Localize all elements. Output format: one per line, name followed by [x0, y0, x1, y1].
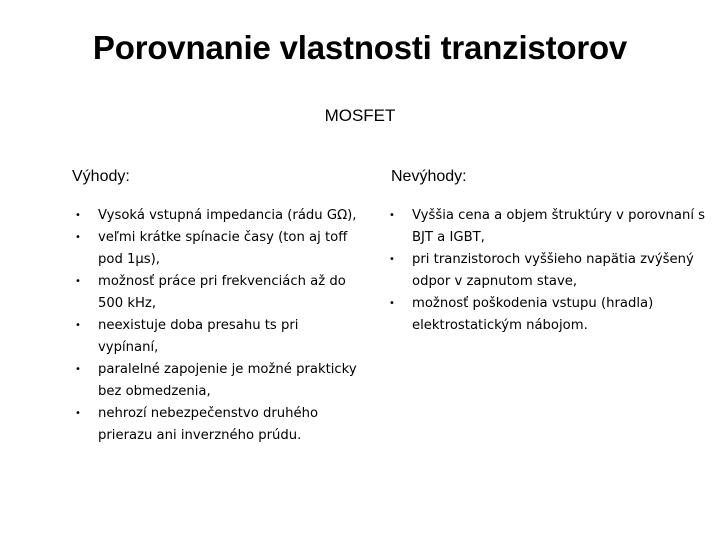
bullet-icon: •: [389, 298, 395, 309]
bullet-icon: •: [75, 210, 81, 221]
list-item: [72, 271, 362, 315]
list-item-text: Vysoká vstupná impedancia (rádu GΩ),: [98, 208, 357, 223]
list-item-text: veľmi krátke spínacie časy (ton aj toff pod 1μs),: [98, 230, 348, 267]
bullet-icon: •: [75, 364, 81, 375]
list-item: [386, 293, 706, 337]
list-item-text: nehrozí nebezpečenstvo druhého prierazu ani inverzného prúdu.: [98, 406, 319, 443]
advantages-heading: Výhody:: [72, 168, 130, 185]
list-item: [386, 205, 706, 249]
list-item-text: pri tranzistoroch vyššieho napätia zvýšený odpor v zapnutom stave,: [412, 252, 694, 289]
list-item: [386, 249, 706, 293]
list-item: [72, 359, 362, 403]
bullet-icon: •: [75, 232, 81, 243]
list-item: [72, 227, 362, 271]
disadvantages-heading: Nevýhody:: [391, 168, 467, 185]
advantages-list: [72, 205, 362, 447]
bullet-icon: •: [389, 210, 395, 221]
page-title: Porovnanie vlastnosti tranzistorov: [92, 29, 628, 66]
bullet-icon: •: [75, 320, 81, 331]
subtitle: MOSFET: [324, 106, 396, 125]
list-item: [72, 403, 362, 447]
list-item-text: možnosť práce pri frekvenciách až do 500 kHz,: [98, 274, 346, 311]
list-item-text: Vyššia cena a objem štruktúry v porovnaní s BJT a IGBT,: [412, 208, 706, 245]
list-item-text: možnosť poškodenia vstupu (hradla) elektrostatickým nábojom.: [412, 296, 654, 333]
bullet-icon: •: [75, 276, 81, 287]
disadvantages-list: [386, 205, 706, 337]
bullet-icon: •: [389, 254, 395, 265]
bullet-icon: •: [75, 408, 81, 419]
list-item-text: paralelné zapojenie je možné prakticky bez obmedzenia,: [98, 362, 357, 399]
list-item: [72, 315, 362, 359]
list-item-text: neexistuje doba presahu ts pri vypínaní,: [98, 318, 299, 355]
list-item: [72, 205, 362, 227]
